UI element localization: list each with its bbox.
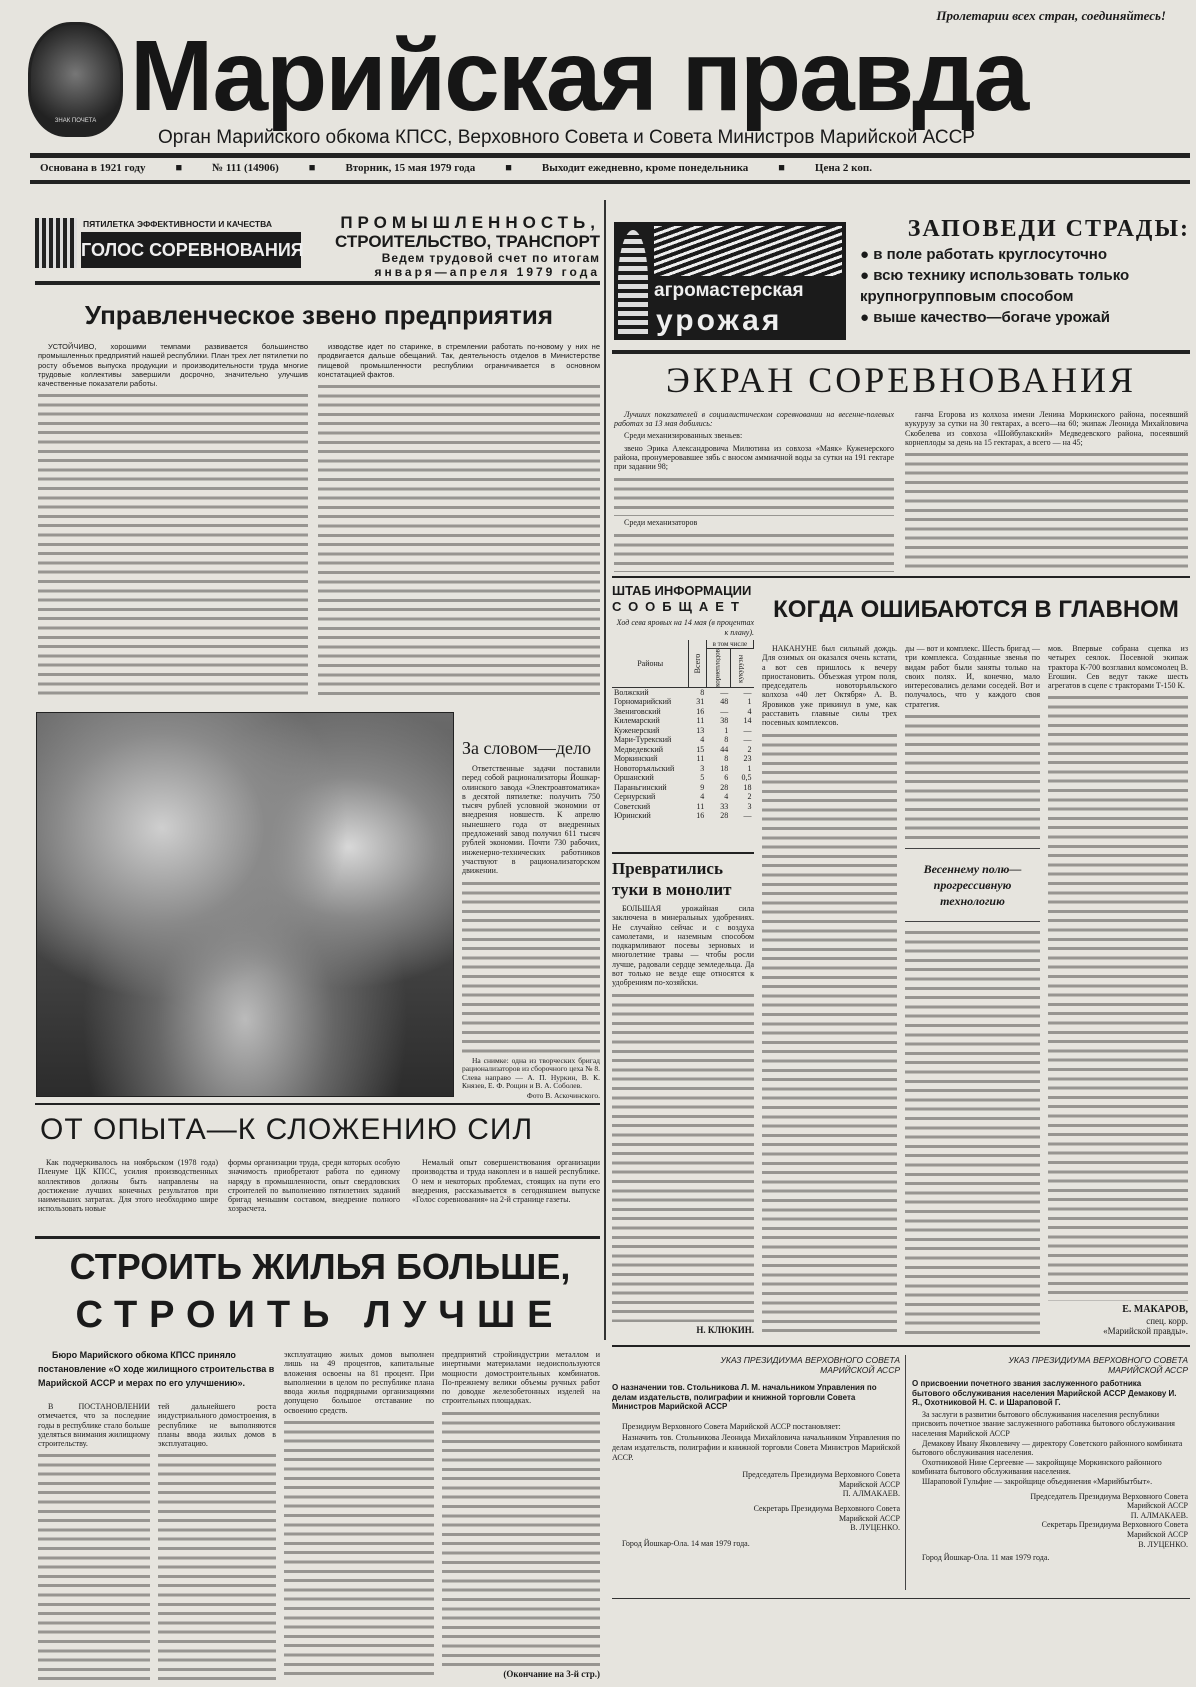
slogan: Пролетарии всех стран, соединяйтесь!: [936, 8, 1166, 23]
percent-value: 18: [743, 782, 752, 792]
screen-col2: ганча Егорова из колхоза имени Ленина Моркинского района, посеявший кукурузу за сутки на 30 гектарах, а всего—на 60; экипаж Леонида Михайловича Скобелева из совхоза «Шойбулакский» Медведевского района, посеявший корнеплоды за день на 15 гектарах, а всего — на 45;: [905, 410, 1188, 447]
percent-value: 1: [724, 725, 729, 735]
district-name: Советский: [614, 801, 651, 811]
decree-body3: Охотниковой Нине Сергеевне — закройщице Моркинского районного комбината бытового обслуживания населения.: [912, 1457, 1162, 1477]
percent-value: 23: [743, 754, 752, 764]
divider: [35, 281, 600, 285]
housing-col2: тей дальнейшего роста индустриального домостроения, в республике не выполняются планы ввода жилых домов в эксплуатацию.: [158, 1402, 276, 1449]
newspaper-title: Марийская правда: [130, 20, 1028, 132]
industry-column-1: [38, 342, 308, 698]
housing-headline-2: СТРОИТЬ ЛУЧШЕ: [75, 1294, 565, 1336]
decree-subject: О присвоении почетного звания заслуженного работника бытового обслуживания населения Марийской АССР Демакову И. Я., Охотниковой Н. С. и Шараповой Г.: [912, 1379, 1177, 1408]
decree-sign1-name: П. АЛМАКАЕВ.: [842, 1489, 900, 1499]
section-line2: СТРОИТЕЛЬСТВО, ТРАНСПОРТ: [334, 232, 600, 251]
industry-col2-text: [318, 382, 600, 698]
divider: [30, 153, 1190, 158]
issue-date: Вторник, 15 мая 1979 года: [345, 162, 476, 174]
mistakes-byline: [1048, 1304, 1188, 1336]
section-sub1: Ведем трудовой счет по итогам: [381, 251, 600, 265]
screen-subhead1: Среди механизированных звеньев:: [624, 430, 743, 440]
photo-credit: Фото В. Аскочинского.: [526, 1091, 600, 1100]
photo-article-text: Ответственные задачи поставили перед собой рационализаторы Йошкар-олинского завода «Электроавтоматика» в десятой пятилетке: получить 750 тысяч рублей условной экономии от внедрения новшеств. К апрелю нынешнего года от внедренных предложений завод получил 611 тысяч рублей экономии. Почти 730 рабочих, инженерно-технических работников участвуют в рационализаторском движении.: [462, 764, 600, 876]
decree-body4: Шараповой Гульфие — закройщице объединения «Марийбытбыт».: [922, 1476, 1153, 1486]
percent-value: 1: [747, 763, 752, 773]
col-header-corn: кукурузы: [730, 649, 753, 688]
industry-headline: Управленческое звено предприятия: [84, 300, 554, 330]
bullet-icon: ●: [860, 309, 874, 326]
housing-col1: В ПОСТАНОВЛЕНИИ отмечается, что за последние годы в республике стало больше уделяться внимания жилищному строительству.: [38, 1402, 150, 1449]
wheat-icon: [618, 230, 648, 334]
hq-block: [612, 583, 754, 848]
decree-body: Назначить тов. Стольникова Леонида Михайловича начальником Управления по делам издательств, полиграфии и книжной торговли Совета Министров Марийской АССР.: [612, 1433, 900, 1462]
order-of-honour-emblem: [28, 22, 123, 137]
rubric-top: ПЯТИЛЕТКА ЭФФЕКТИВНОСТИ И КАЧЕСТВА: [83, 219, 272, 229]
screen-col1-more: [614, 531, 894, 572]
table-row: [612, 773, 754, 783]
mistakes-column-2: [905, 644, 1040, 1336]
photo-article-more: [462, 879, 600, 1053]
table-row: [612, 783, 754, 793]
percent-value: 11: [696, 801, 705, 811]
screen-item1: звено Эрика Александровича Милютина из совхоза «Маяк» Куженерского района, пронумеровавшее зябь с вносом аммиачной воды за сутки на 191 гектаре при задании 98;: [614, 443, 894, 472]
mistakes-col1: НАКАНУНЕ был сильный дождь. Для озимых он оказался очень кстати, а вот сев пришлось к вечеру приостановить. Объезжая утром поля, председатель новоторъяльского колхоза «40 лет Октября» А. В. Яровиков уже прикинул в уме, как расставить главные силы трех посевных комплексов.: [762, 644, 897, 728]
table-row: [612, 687, 754, 697]
industry-col1-text: [38, 391, 308, 698]
decree-place-date: Город Йошкар-Ола. 11 мая 1979 года.: [922, 1553, 1050, 1563]
percent-value: 4: [724, 792, 729, 802]
rubric-title: ГОЛОС СОРЕВНОВАНИЯ: [81, 232, 301, 268]
housing-lead: Бюро Марийского обкома КПСС приняло постановление «О ходе жилищного строительства в Марийской АССР и мерах по его улучшению».: [38, 1350, 275, 1388]
housing-col4-text: [442, 1409, 600, 1666]
decree-body1: За заслуги в развитии бытового обслуживания населения республики присвоить почетное звание заслуженного работника бытового обслуживания населения Марийской АССР: [912, 1409, 1175, 1438]
commandment-text: выше качество—богаче урожай: [873, 309, 1110, 326]
col-header-total: Всего: [689, 640, 706, 687]
table-row: [612, 735, 754, 745]
percent-value: 8: [700, 687, 705, 697]
percent-value: 8: [724, 735, 729, 745]
column-divider: [604, 200, 606, 1340]
mistakes-column-1: [762, 644, 897, 1336]
district-name: Мари-Турекский: [614, 735, 672, 745]
percent-value: 33: [720, 801, 729, 811]
mistakes-col2-text: [905, 712, 1040, 842]
decree-title: УКАЗ ПРЕЗИДИУМА ВЕРХОВНОГО СОВЕТА МАРИЙСКОЙ АССР: [720, 1355, 900, 1375]
housing-column-4: [442, 1350, 600, 1680]
bullet-icon: ●: [860, 246, 874, 263]
district-name: Оршанский: [614, 773, 654, 783]
author-paper: «Марийской правды».: [1103, 1326, 1188, 1336]
percent-value: 2: [747, 744, 752, 754]
percent-value: 8: [724, 754, 729, 764]
section-sub2: января—апреля 1979 года: [374, 265, 600, 279]
percent-value: 14: [743, 716, 752, 726]
percent-value: 3: [700, 763, 705, 773]
author-role: спец. корр.: [1146, 1316, 1188, 1326]
percent-value: —: [743, 687, 752, 697]
divider: [35, 1103, 600, 1105]
commandment-text: в поле работать круглосуточно: [873, 246, 1108, 263]
housing-col2-text: [158, 1451, 276, 1682]
screen-col2-text: [905, 450, 1188, 572]
district-name: Новоторъяльский: [614, 763, 675, 773]
experience-headline: ОТ ОПЫТА—К СЛОЖЕНИЮ СИЛ: [40, 1113, 534, 1146]
fertilizer-author: Н. КЛЮКИН.: [696, 1325, 754, 1335]
housing-col3-text: [284, 1418, 434, 1680]
percent-value: 6: [724, 773, 729, 783]
decree-appointment: [612, 1355, 900, 1548]
continued-note: (Окончание на 3-й стр.): [503, 1669, 600, 1679]
percent-value: —: [743, 811, 752, 821]
fertilizer-text: БОЛЬШАЯ урожайная сила заключена в минеральных удобрениях. Не случайно сейчас и с воздуха самолетами, и наземным способом подкармливают посевы зерновых и многолетние травы — чтобы росли лучше, радовали сердце земледельца. Да вот только не везде еще относятся к удобрениям по-хозяйски.: [612, 904, 754, 988]
commandment-item: [860, 244, 1190, 265]
table-row: [612, 716, 754, 726]
district-name: Юринский: [614, 811, 651, 821]
district-name: Горномарийский: [614, 697, 672, 707]
decree-sign2: Секретарь Президиума Верховного Совета Марийской АССР: [1041, 1520, 1188, 1539]
agro-rubric-line1: агромастерская: [654, 280, 804, 301]
col-header-roots: корнеплодов: [706, 649, 730, 688]
bullet-icon: ●: [860, 267, 874, 284]
schedule: Выходит ежедневно, кроме понедельника: [541, 162, 749, 174]
mistakes-headline: КОГДА ОШИБАЮТСЯ В ГЛАВНОМ: [773, 596, 1179, 623]
percent-value: 13: [696, 725, 705, 735]
hq-title2: СООБЩАЕТ: [612, 599, 746, 614]
decree-sign1-name: П. АЛМАКАЕВ.: [1130, 1510, 1188, 1520]
separator: ■: [175, 162, 183, 174]
divider: [30, 180, 1190, 184]
industry-article: [38, 288, 600, 698]
col-header-district: Районы: [612, 640, 689, 687]
percent-value: 1: [747, 697, 752, 707]
screen-subhead2: Среди механизаторов: [624, 518, 698, 528]
commandments-title: ЗАПОВЕДИ СТРАДЫ:: [907, 216, 1190, 242]
commandment-item: [860, 265, 1190, 307]
photo-article: [462, 736, 600, 1100]
decree-sign2-name: В. ЛУЦЕНКО.: [1138, 1539, 1188, 1549]
separator: ■: [778, 162, 785, 174]
industry-col2: изводстве идет по старинке, в стремлении работать по-новому у них не продвигается дальше обещаний. Так, деятельность отделов в Министерстве пищевой промышленности республики ограничивается в основном констатацией фактов.: [318, 342, 600, 379]
housing-column-3: [284, 1350, 434, 1680]
industry-column-2: [318, 342, 600, 698]
hq-title1: ШТАБ ИНФОРМАЦИИ: [612, 583, 752, 598]
divider: [612, 350, 1190, 354]
district-name: Медведевский: [614, 744, 664, 754]
housing-column-2: [158, 1402, 276, 1682]
industry-col1: УСТОЙЧИВО, хорошими темпами развивается большинство промышленных предприятий нашей республики. План трех лет пятилетки по росту объемов выпуска продукции и производительности труда многие трудовые коллективы завершили досрочно, значительно улучшив качественные показатели работы.: [38, 342, 308, 389]
hq-caption: Ход сева яровых на 14 мая (в процентах к плану).: [616, 618, 754, 637]
founded: Основана в 1921 году: [40, 162, 146, 174]
percent-value: 2: [747, 792, 752, 802]
industry-section-heading: [305, 213, 600, 279]
industry-columns: [38, 342, 600, 698]
decree-sign2-name: В. ЛУЦЕНКО.: [850, 1523, 900, 1533]
fertilizer-headline: Превратились туки в монолит: [612, 859, 732, 899]
decree-title: УКАЗ ПРЕЗИДИУМА ВЕРХОВНОГО СОВЕТА МАРИЙСКОЙ АССР: [1008, 1355, 1188, 1375]
agro-rubric-line2: урожая: [656, 304, 783, 337]
field-tractor-illustration: [654, 226, 842, 276]
issue-info-bar: [40, 161, 1180, 175]
decree-honour: [912, 1355, 1188, 1563]
table-row: [612, 707, 754, 717]
masthead: [0, 0, 1196, 190]
district-name: Килемарский: [614, 716, 660, 726]
column-divider: [905, 1355, 906, 1590]
percent-value: 9: [700, 782, 705, 792]
technology-box: [905, 848, 1040, 922]
percent-value: 48: [720, 697, 729, 707]
percent-value: 15: [696, 744, 705, 754]
percent-value: 4: [700, 792, 705, 802]
commandments: [860, 214, 1190, 328]
agro-rubric: [614, 222, 846, 340]
percent-value: 38: [720, 716, 729, 726]
technology-box-title: Весеннему полю—прогрессивную технологию: [923, 862, 1022, 909]
divider: [35, 1236, 600, 1239]
table-row: [612, 802, 754, 812]
table-row: [612, 726, 754, 736]
decree-body2: Демакову Ивану Яковлевичу — директору Советского районного комбината бытового обслуживания населения.: [912, 1438, 1183, 1458]
percent-value: 0,5: [741, 773, 752, 783]
mistakes-col3: мов. Впервые собрана сцепка из четырех сеялок. Посевной экипаж трактора К-700 возглавил комсомолец В. Егошин. Сев ведут также шесть агрегатов в сцепе с тракторами Т-150 К.: [1048, 644, 1188, 691]
percent-value: 16: [696, 706, 705, 716]
percent-value: —: [743, 725, 752, 735]
housing-col4: предприятий стройиндустрии металлом и инертными материалами недоиспользуются мощности домостроительных комбинатов. По-прежнему велики объемы ручных работ по доводке железобетонных изделей на строительных площадках.: [442, 1350, 600, 1406]
emblem-text: ЗНАК ПОЧЕТА: [54, 118, 97, 124]
table-row: [612, 745, 754, 755]
decree-sign1: Председатель Президиума Верховного Совета Марийской АССР: [742, 1470, 900, 1489]
industry-rubric: [35, 218, 304, 268]
hq-table: [612, 640, 754, 821]
screen-title: ЭКРАН СОРЕВНОВАНИЯ: [666, 360, 1136, 400]
percent-value: —: [720, 706, 729, 716]
mistakes-column-3: [1048, 644, 1188, 1336]
separator: ■: [505, 162, 512, 174]
percent-value: 31: [696, 697, 705, 707]
table-row: [612, 754, 754, 764]
col-header-incl: в том числе: [706, 640, 753, 649]
author-name: Е. МАКАРОВ,: [1122, 1304, 1188, 1315]
photo-article-headline: За словом—дело: [462, 738, 592, 758]
district-name: Параньгинский: [614, 782, 667, 792]
screen-col1-text: [614, 475, 894, 516]
section-line1: ПРОМЫШЛЕННОСТЬ,: [340, 213, 600, 232]
district-name: Моркинский: [614, 754, 658, 764]
percent-value: 5: [700, 773, 705, 783]
divider: [612, 576, 1190, 578]
mistakes-col2-more: [905, 928, 1040, 1336]
divider: [612, 1598, 1190, 1599]
screen-column-1: [614, 410, 894, 572]
decree-preamble: Президиум Верховного Совета Марийской АССР постановляет:: [622, 1421, 841, 1431]
mistakes-col3-text: [1048, 693, 1188, 1301]
housing-left-columns: [38, 1402, 276, 1682]
district-name: Куженерский: [614, 725, 660, 735]
percent-value: —: [720, 687, 729, 697]
housing-headline-1: СТРОИТЬ ЖИЛЬЯ БОЛЬШЕ,: [69, 1246, 571, 1287]
district-name: Сернурский: [614, 792, 656, 802]
screen-column-2: [905, 410, 1188, 572]
table-row: [612, 811, 754, 821]
separator: ■: [308, 162, 316, 174]
percent-value: 4: [747, 706, 752, 716]
screen-intro: Лучших показателей в социалистическом соревновании на весенне-полевых работах за 13 мая добились:: [614, 410, 894, 429]
percent-value: —: [743, 735, 752, 745]
decree-subject: О назначении тов. Стольникова Л. М. начальником Управления по делам издательств, полиграфии и книжной торговли Совета Министров Марийской АССР: [612, 1383, 877, 1412]
percent-value: 3: [747, 801, 752, 811]
divider: [612, 852, 754, 854]
district-name: Волжский: [614, 687, 649, 697]
district-name: Звениговский: [614, 706, 661, 716]
issue-number: № 111 (14906): [212, 162, 279, 174]
table-row: [612, 697, 754, 707]
mistakes-col1-text: [762, 731, 897, 1336]
experience-col3: Немалый опыт совершенствования организации производства и труда накоплен и в нашей республике. О нем и некоторых проблемах, стоящих на пути его внедрения, рассказывается в сегодняшнем выпуске «Голос соревнования» на 2-й странице газеты.: [412, 1158, 600, 1205]
commandment-item: [860, 307, 1190, 328]
experience-col1: Как подчеркивалось на ноябрьском (1978 года) Пленуме ЦК КПСС, усилия производственных коллективов должны быть направлены на достижение лучших конечных результатов при наименьших затратах. Для этого необходимо шире использовать новые: [38, 1158, 218, 1214]
table-row: [612, 764, 754, 774]
factory-icon: [35, 218, 77, 268]
percent-value: 44: [720, 744, 729, 754]
divider: [612, 1345, 1190, 1347]
price: Цена 2 коп.: [814, 162, 872, 174]
table-row: [612, 792, 754, 802]
fertilizer-more: [612, 991, 754, 1322]
commandment-text: всю технику использовать только крупногрупповым способом: [860, 267, 1130, 305]
mistakes-col2: ды — вот и комплекс. Шесть бригад — три комплекса. Созданные звенья по видам работ были заняты только на своих полях. И, конечно, мало интересовались делами соседей. Вот и получалось, что у каждого своя стратегия.: [905, 644, 1040, 709]
percent-value: 11: [696, 754, 705, 764]
photo-rationalizers: [36, 712, 454, 1097]
percent-value: 28: [720, 782, 729, 792]
decree-place-date: Город Йошкар-Ола. 14 мая 1979 года.: [622, 1538, 750, 1548]
housing-column-1: [38, 1402, 150, 1682]
decree-sign1: Председатель Президиума Верховного Совета Марийской АССР: [1030, 1491, 1188, 1511]
housing-left: [38, 1348, 276, 1682]
experience-col2: формы организации труда, среди которых особую значимость приобретают работа по единому наряду в промышленности, опыт свердловских строителей по выполнению пятилетних заданий бригад меньшим составом, внедрение полного хозрасчета.: [228, 1158, 400, 1214]
percent-value: 16: [696, 811, 705, 821]
decree-sign2: Секретарь Президиума Верховного Совета Марийской АССР: [753, 1503, 900, 1523]
fertilizer-article: [612, 858, 754, 1336]
newspaper-subtitle: Орган Марийского обкома КПСС, Верховного Совета и Совета Министров Марийской АССР: [158, 127, 975, 148]
photo-caption: На снимке: одна из творческих бригад рационализаторов из сборочного цеха № 8. Слева направо — А. П. Нуркин, В. К. Князев, Е. Ф. Рощин и В. А. Соболев.: [462, 1055, 600, 1091]
percent-value: 4: [700, 735, 705, 745]
percent-value: 11: [696, 716, 705, 726]
housing-col1-text: [38, 1451, 150, 1682]
percent-value: 18: [720, 763, 729, 773]
percent-value: 28: [720, 811, 729, 821]
housing-col3: эксплуатацию жилых домов выполнен лишь на 49 процентов, капитальные вложения освоены на 81 процент. При выполнении в целом по республике плана ввода жилья подрядными организациями допущено большое отставание по освоению средств.: [284, 1350, 434, 1415]
